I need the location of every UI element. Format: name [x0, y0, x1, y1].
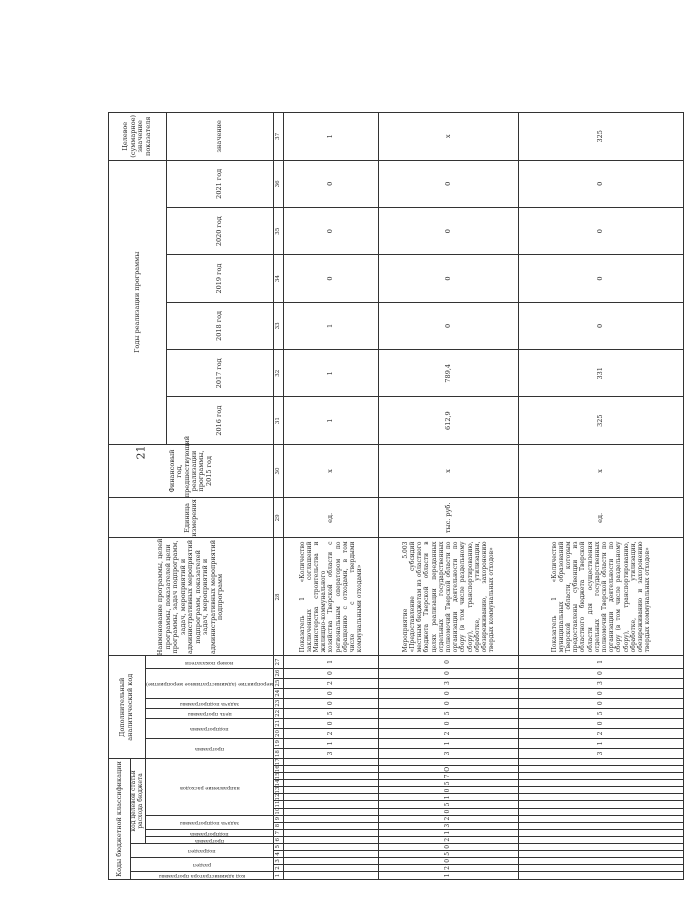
extra-code-cell: 0 — [519, 668, 684, 678]
bk-code-cell — [284, 759, 379, 766]
row-target-value: 1 — [284, 113, 379, 161]
direction-header: направление расходов — [145, 759, 273, 815]
page-number: 21 — [134, 445, 148, 460]
bk-code-cell: 2 — [379, 836, 519, 843]
bk-code-cell: 0 — [379, 843, 519, 850]
unit-header: Единица измерения — [109, 498, 274, 538]
extra-code-cell: 3 — [519, 678, 684, 688]
bk-codes-header: Коды бюджетной классификации — [109, 759, 131, 880]
year-value-cell: 1 — [284, 397, 379, 444]
column-number: 14 — [274, 780, 284, 787]
rotated-table-container — [108, 112, 652, 880]
extra-code-cell: 2 — [284, 728, 379, 738]
bk-code-cell: 7 — [379, 773, 519, 780]
column-number: 27 — [274, 656, 284, 668]
bk-code-cell — [519, 871, 684, 879]
bk-code-cell: 5 — [379, 780, 519, 787]
column-number: 28 — [274, 538, 284, 656]
table-row — [519, 113, 684, 880]
year-value-cell: 325 — [519, 397, 684, 444]
bk-code-cell: 5 — [379, 850, 519, 857]
column-number: 9 — [274, 815, 284, 822]
extra-code-cell: 5 — [379, 708, 519, 718]
bk-code-cell — [519, 829, 684, 836]
target-value-group-header: Целевое (суммарное) значение показателя — [109, 113, 167, 161]
extra-code-cell: 0 — [379, 688, 519, 698]
ex-task-header: задача подпрограммы — [145, 698, 273, 708]
program-table — [108, 112, 684, 880]
row-target-value: 325 — [519, 113, 684, 161]
name-header: Наименование программы, целей программы, показателей цели программы, задач подпрограмм, задач, мероприятий и административных мероприятий подпрограмм, показателей задач, мероприятий и административных мероприятий подпрограмм — [109, 538, 274, 656]
extra-code-cell: 0 — [519, 718, 684, 728]
year-value-cell: 0 — [519, 160, 684, 207]
bk-code-cell — [284, 836, 379, 843]
extra-code-cell: 2 — [519, 728, 684, 738]
row-unit: тыс. руб. — [379, 498, 519, 538]
bk-code-cell — [284, 850, 379, 857]
bk-code-cell: 0 — [379, 857, 519, 864]
bk-code-cell — [379, 759, 519, 766]
bk-code-cell — [284, 857, 379, 864]
column-number: 6 — [274, 836, 284, 843]
year-value-cell: 331 — [519, 350, 684, 397]
column-number: 29 — [274, 498, 284, 538]
bk-code-cell: 1 — [379, 794, 519, 801]
year-2018-header: 2018 год — [166, 302, 273, 349]
bk-code-cell — [284, 766, 379, 773]
column-number: 34 — [274, 255, 284, 302]
podrazdel-header: подраздел — [131, 843, 274, 857]
column-number: 15 — [274, 773, 284, 780]
ex-podprogramma-header: подпрограмма — [145, 718, 273, 738]
column-number: 11 — [274, 801, 284, 808]
bk-code-cell — [284, 843, 379, 850]
bk-code-cell: 2 — [379, 864, 519, 871]
column-number: 7 — [274, 829, 284, 836]
column-number: 2 — [274, 864, 284, 871]
column-number: 4 — [274, 850, 284, 857]
bk-code-cell — [284, 864, 379, 871]
bk-code-cell — [519, 808, 684, 815]
target-code-header: код целевой статьи расхода бюджета — [131, 759, 146, 844]
table-row — [284, 113, 379, 880]
target-value-header: значение — [166, 113, 273, 161]
table-row — [379, 113, 519, 880]
bk-code-cell — [519, 780, 684, 787]
column-number: 5 — [274, 843, 284, 850]
column-number: 26 — [274, 668, 284, 678]
bk-code-cell — [519, 794, 684, 801]
extra-code-cell: 2 — [284, 678, 379, 688]
row-target-value: х — [379, 113, 519, 161]
razdel-header: раздел — [131, 857, 274, 871]
bk-code-cell — [519, 836, 684, 843]
bk-code-cell — [284, 773, 379, 780]
column-number: 16 — [274, 766, 284, 773]
row-unit: ед. — [284, 498, 379, 538]
bk-code-cell — [519, 787, 684, 794]
extra-code-cell: 0 — [519, 698, 684, 708]
row-name: Мероприятие 5.003 «Предоставление субсидий местным бюджетам из областного бюджета Тверской области в целях реализации переданных отдельных государственных полномочий Тверской области по организации деятельности по сбору (в том числе раздельному сбору), транспортированию, обработке, утилизации, обезвреживанию, захоронению твердых коммунальных отходов» — [379, 538, 519, 656]
extra-code-cell: 0 — [379, 698, 519, 708]
year-value-cell: 789,4 — [379, 350, 519, 397]
year-value-cell: 0 — [284, 208, 379, 255]
bk-code-cell: 2 — [379, 815, 519, 822]
extra-code-cell: 3 — [519, 749, 684, 759]
bk-code-cell — [519, 857, 684, 864]
extra-code-cell: 0 — [284, 698, 379, 708]
row-fin-year-value: х — [519, 444, 684, 497]
column-number: 3 — [274, 857, 284, 864]
column-number: 19 — [274, 738, 284, 748]
bk-code-cell — [519, 815, 684, 822]
bk-code-cell — [284, 780, 379, 787]
extra-code-cell: 1 — [284, 656, 379, 668]
column-number: 30 — [274, 444, 284, 497]
column-number: 24 — [274, 688, 284, 698]
column-number: 33 — [274, 302, 284, 349]
extra-code-cell: 3 — [379, 749, 519, 759]
bk-code-cell — [284, 871, 379, 879]
bk-code-cell: О — [379, 766, 519, 773]
bk-code-cell: 0 — [379, 808, 519, 815]
column-number: 1 — [274, 871, 284, 879]
year-value-cell: 0 — [519, 255, 684, 302]
column-number: 31 — [274, 397, 284, 444]
column-number: 12 — [274, 794, 284, 801]
column-number: 23 — [274, 698, 284, 708]
extra-code-cell: 5 — [519, 708, 684, 718]
bk-code-cell — [519, 850, 684, 857]
column-number: 25 — [274, 678, 284, 688]
year-2020-header: 2020 год — [166, 208, 273, 255]
column-number: 35 — [274, 208, 284, 255]
bk-code-cell — [519, 801, 684, 808]
year-value-cell: 0 — [379, 160, 519, 207]
year-value-cell: 0 — [519, 302, 684, 349]
bk-code-cell — [519, 759, 684, 766]
extra-code-cell: 1 — [379, 738, 519, 748]
extra-code-cell: 1 — [284, 738, 379, 748]
extra-code-cell: 1 — [519, 656, 684, 668]
year-value-cell: 0 — [379, 255, 519, 302]
bk-code-cell — [519, 843, 684, 850]
column-number: 10 — [274, 808, 284, 815]
year-value-cell: 612,9 — [379, 397, 519, 444]
extra-code-cell: 0 — [284, 668, 379, 678]
row-fin-year-value: х — [379, 444, 519, 497]
column-number: 20 — [274, 728, 284, 738]
extra-code-header: Дополнительный аналитический код — [109, 656, 146, 759]
year-2016-header: 2016 год — [166, 397, 273, 444]
extra-code-cell: 0 — [379, 656, 519, 668]
row-unit: ед. — [519, 498, 684, 538]
extra-code-cell: 0 — [379, 718, 519, 728]
row-name: Показатель 1 «Количество заключенных соглашений Министерства строительства и жилищно-коммунального хозяйства Тверской области с региональным оператором по обращению с отходами, в том числе с твердыми коммунальными отходами» — [284, 538, 379, 656]
column-number: 17 — [274, 759, 284, 766]
bk-code-cell — [519, 822, 684, 829]
extra-code-cell: 0 — [519, 688, 684, 698]
year-value-cell: 0 — [284, 160, 379, 207]
bk-code-cell: 3 — [379, 822, 519, 829]
column-numbers-row — [274, 113, 284, 880]
year-value-cell: 1 — [284, 302, 379, 349]
fin-year-header: Финансовый год, предшествующий реализации программы, 2015 год — [109, 444, 274, 497]
bk-code-cell — [284, 801, 379, 808]
programma-header: программа — [145, 836, 273, 843]
extra-code-cell: 3 — [379, 678, 519, 688]
year-value-cell: 1 — [284, 350, 379, 397]
column-number: 37 — [274, 113, 284, 161]
column-number: 18 — [274, 749, 284, 759]
extra-code-cell: 0 — [379, 668, 519, 678]
column-number: 22 — [274, 708, 284, 718]
admin-code-header: код администратора программы — [131, 871, 274, 879]
ex-programma-header: программа — [145, 738, 273, 758]
extra-code-cell: 0 — [284, 688, 379, 698]
bk-code-cell — [519, 864, 684, 871]
bk-code-cell — [284, 822, 379, 829]
bk-code-cell — [284, 794, 379, 801]
bk-code-cell: 1 — [379, 829, 519, 836]
year-value-cell: 0 — [284, 255, 379, 302]
column-number: 13 — [274, 787, 284, 794]
column-number: 21 — [274, 718, 284, 728]
column-number: 36 — [274, 160, 284, 207]
bk-code-cell — [519, 766, 684, 773]
column-number: 32 — [274, 350, 284, 397]
years-header: Годы реализации программы — [109, 160, 167, 444]
year-2017-header: 2017 год — [166, 350, 273, 397]
year-value-cell: 0 — [379, 302, 519, 349]
extra-code-cell: 0 — [284, 718, 379, 728]
year-2021-header: 2021 год — [166, 160, 273, 207]
extra-code-cell: 1 — [519, 738, 684, 748]
ex-event-header: мероприятие (административное мероприятие) — [145, 668, 273, 698]
year-value-cell: 0 — [519, 208, 684, 255]
bk-code-cell — [284, 787, 379, 794]
bk-code-cell — [284, 815, 379, 822]
bk-code-cell — [284, 808, 379, 815]
bk-code-cell: 1 — [379, 871, 519, 879]
extra-code-cell: 2 — [379, 728, 519, 738]
bk-code-cell: 5 — [379, 801, 519, 808]
row-fin-year-value: х — [284, 444, 379, 497]
year-2019-header: 2019 год — [166, 255, 273, 302]
bk-code-cell — [519, 773, 684, 780]
row-name: Показатель 1 «Количество муниципальных образований Тверской области, которым предоставлены субвенции из областного бюджета Тверской области для осуществления отдельных государственных полномочий Тверской области по организации деятельности по сбору (в том числе раздельному сбору), транспортированию, обработке, утилизации, обезвреживанию и захоронению твердых коммунальных отходов» — [519, 538, 684, 656]
ex-indicator-header: номер показателя — [145, 656, 273, 668]
ex-goal-header: цель программы — [145, 708, 273, 718]
bk-code-cell: 0 — [379, 787, 519, 794]
column-number: 8 — [274, 822, 284, 829]
year-value-cell: 0 — [379, 208, 519, 255]
extra-code-cell: 5 — [284, 708, 379, 718]
podprogramma-header: подпрограмма — [145, 829, 273, 836]
task-header: задача подпрограммы — [145, 815, 273, 829]
bk-code-cell — [284, 829, 379, 836]
extra-code-cell: 3 — [284, 749, 379, 759]
